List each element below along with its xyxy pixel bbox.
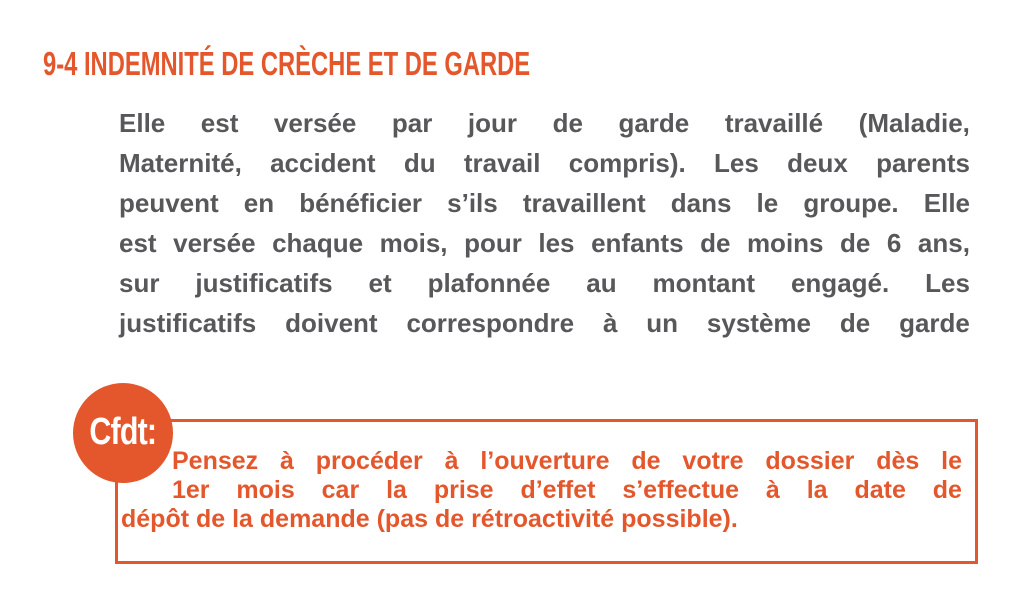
- word: justificatifs: [195, 268, 333, 298]
- word: mois: [236, 476, 295, 504]
- word: système: [706, 308, 811, 338]
- word: de: [932, 476, 962, 504]
- word: moins: [746, 228, 824, 258]
- word: à: [602, 308, 618, 338]
- word: dossier: [765, 447, 855, 475]
- word: peuvent: [119, 188, 219, 218]
- paragraph-line: [119, 188, 970, 228]
- cfdt-note-box: [115, 419, 978, 564]
- word: de: [552, 108, 583, 138]
- word: versée: [173, 228, 256, 258]
- word: le: [756, 188, 779, 218]
- note-line: [172, 447, 962, 476]
- word: est: [200, 108, 239, 138]
- word: parents: [876, 148, 970, 178]
- word: s’effectue: [622, 476, 740, 504]
- word: ans,: [917, 228, 970, 258]
- word: bénéficier: [299, 188, 423, 218]
- word: en: [243, 188, 275, 218]
- word: enfants: [591, 228, 684, 258]
- word: prise: [433, 476, 494, 504]
- word: est: [119, 228, 157, 258]
- word: accident: [270, 148, 376, 178]
- word: à: [765, 476, 780, 504]
- word: correspondre: [406, 308, 575, 338]
- body-paragraph: [119, 108, 970, 348]
- cfdt-logo: [73, 383, 173, 483]
- word: de: [840, 228, 871, 258]
- word: procéder: [315, 447, 423, 475]
- word: compris).: [568, 148, 686, 178]
- cfdt-logo-text: Cfdt:: [89, 411, 157, 453]
- word: d’effet: [520, 476, 596, 504]
- word: l’ouverture: [480, 447, 610, 475]
- paragraph-line: [119, 108, 970, 148]
- word: à: [444, 447, 459, 475]
- word: à: [280, 447, 294, 475]
- word: par: [391, 108, 433, 138]
- word: Maternité,: [119, 148, 242, 178]
- word: dès: [876, 447, 920, 475]
- word: chaque: [272, 228, 364, 258]
- word: date: [854, 476, 906, 504]
- word: plafonnée: [427, 268, 551, 298]
- word: la: [386, 476, 407, 504]
- word: un: [646, 308, 679, 338]
- word: car: [321, 476, 360, 504]
- word: de: [839, 308, 871, 338]
- word: pour: [464, 228, 522, 258]
- word: la: [806, 476, 828, 504]
- section-heading: 9-4 INDEMNITÉ DE CRÈCHE ET DE GARDE: [43, 45, 531, 82]
- word: Elle: [923, 188, 970, 218]
- word: travaillent: [522, 188, 646, 218]
- word: travaillé: [724, 108, 824, 138]
- word: mois,: [379, 228, 448, 258]
- paragraph-line: [119, 308, 970, 348]
- word: Les: [925, 268, 970, 298]
- word: dans: [670, 188, 732, 218]
- word: jour: [467, 108, 518, 138]
- word: les: [538, 228, 575, 258]
- word: Elle: [119, 108, 166, 138]
- paragraph-line: [119, 228, 970, 268]
- word: travail: [463, 148, 541, 178]
- note-line: [172, 476, 962, 505]
- word: 6: [886, 228, 902, 258]
- word: le: [941, 447, 962, 475]
- word: Les: [714, 148, 759, 178]
- note-line: dépôt de la demande (pas de rétroactivité possible).: [121, 505, 738, 533]
- word: garde: [899, 308, 970, 338]
- word: montant: [652, 268, 756, 298]
- paragraph-line: [119, 148, 970, 188]
- word: deux: [787, 148, 848, 178]
- word: (Maladie,: [858, 108, 970, 138]
- word: versée: [273, 108, 357, 138]
- word: justificatifs: [119, 308, 257, 338]
- word: sur: [119, 268, 160, 298]
- word: et: [368, 268, 392, 298]
- word: votre: [682, 447, 744, 475]
- word: Pensez: [172, 447, 259, 475]
- word: au: [586, 268, 617, 298]
- word: doivent: [285, 308, 378, 338]
- word: groupe.: [803, 188, 899, 218]
- paragraph-line: [119, 268, 970, 308]
- word: s’ils: [447, 188, 498, 218]
- word: engagé.: [790, 268, 890, 298]
- word: de: [700, 228, 731, 258]
- word: garde: [618, 108, 690, 138]
- word: de: [631, 447, 661, 475]
- word: 1er: [172, 476, 210, 504]
- word: du: [403, 148, 436, 178]
